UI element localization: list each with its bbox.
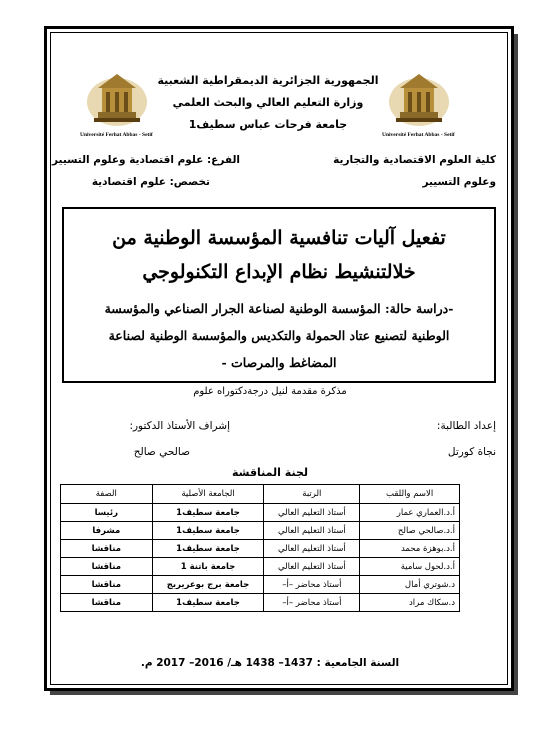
member-name: أ.د.العماري عمار — [360, 504, 460, 522]
member-role: مشرفا — [61, 522, 153, 540]
logo-caption-right: Université Ferhat Abbas - Setif — [382, 132, 455, 138]
table-row — [61, 540, 460, 558]
member-university: جامعة سطيف1 — [152, 594, 264, 612]
member-role: مناقشا — [61, 540, 153, 558]
page-shadow-bottom — [50, 691, 518, 695]
header-university: الجامعة الأصلية — [152, 485, 264, 504]
member-rank: أستاذ التعليم العالي — [264, 558, 360, 576]
member-university: جامعة باتنة 1 — [152, 558, 264, 576]
member-role: مناقشا — [61, 594, 153, 612]
table-row — [61, 558, 460, 576]
member-role: مناقشا — [61, 558, 153, 576]
university-name: جامعة فرحات عباس سطيف1 — [188, 118, 348, 131]
member-name: أ.د.لحول سامية — [360, 558, 460, 576]
committee-header-row — [61, 485, 460, 504]
case-study-line2: الوطنية لتصنيع عتاد الحمولة والتكديس والمؤسسة الوطنية لصناعة — [108, 328, 450, 343]
faculty-name: كلية العلوم الاقتصادية والتجارية — [333, 154, 496, 166]
thesis-title-line2: خلالتنشيط نظام الإبداع التكنولوجي — [142, 261, 416, 283]
ministry-name: وزارة التعليم العالي والبحث العلمي — [172, 96, 364, 109]
table-row — [61, 522, 460, 540]
committee-title: لجنة المناقشة — [231, 466, 308, 479]
university-logo-right — [386, 66, 452, 132]
specialty-label: تخصص: علوم اقتصادية — [91, 176, 210, 188]
table-row — [61, 594, 460, 612]
header-role: الصفة — [61, 485, 153, 504]
committee-table — [60, 484, 460, 612]
supervisor-name: صالحي صالح — [133, 446, 190, 458]
table-row — [61, 576, 460, 594]
member-rank: أستاذ التعليم العالي — [264, 540, 360, 558]
member-university: جامعة سطيف1 — [152, 522, 264, 540]
member-university: جامعة سطيف1 — [152, 540, 264, 558]
member-name: أ.د.صالحي صالح — [360, 522, 460, 540]
thesis-title-line1: تفعيل آليات تنافسية المؤسسة الوطنية من — [112, 227, 446, 249]
branch-label: الفرع: علوم اقتصادية وعلوم التسيير — [52, 154, 240, 166]
member-rank: أستاذ محاضر –أ– — [264, 576, 360, 594]
republic-name: الجمهورية الجزائرية الديمقراطية الشعبية — [157, 74, 379, 87]
student-name: نجاة كورتل — [447, 446, 496, 458]
student-label: إعداد الطالبة: — [436, 420, 496, 432]
logo-caption-left: Université Ferhat Abbas - Setif — [80, 132, 153, 138]
member-name: د.سكاك مراد — [360, 594, 460, 612]
member-rank: أستاذ التعليم العالي — [264, 504, 360, 522]
member-rank: أستاذ محاضر –أ– — [264, 594, 360, 612]
table-row — [61, 504, 460, 522]
header-rank: الرتبة — [264, 485, 360, 504]
university-logo-left — [84, 66, 150, 132]
faculty-name-cont: وعلوم التسيير — [422, 176, 496, 188]
member-name: د.شوتري أمال — [360, 576, 460, 594]
thesis-note: مذكرة مقدمة لنيل درجةدكتوراه علوم — [193, 386, 347, 397]
member-university: جامعة برج بوعريريج — [152, 576, 264, 594]
member-role: رئيسا — [61, 504, 153, 522]
case-study-line1: -دراسة حالة: المؤسسة الوطنية لصناعة الجرار الصناعي والمؤسسة — [104, 301, 454, 316]
member-university: جامعة سطيف1 — [152, 504, 264, 522]
member-name: أ.د.بوهزة محمد — [360, 540, 460, 558]
academic-year: السنة الجامعية : 1437– 1438 هـ/ 2016– 2017 م. — [140, 657, 400, 669]
member-role: مناقشا — [61, 576, 153, 594]
thesis-title-box — [62, 207, 496, 383]
page-shadow-right — [514, 34, 518, 695]
member-rank: أستاذ التعليم العالي — [264, 522, 360, 540]
header-name: الاسم واللقب — [360, 485, 460, 504]
supervisor-label: إشراف الأستاذ الدكتور: — [129, 420, 230, 432]
case-study-line3: المضاغط والمرصات - — [221, 355, 337, 370]
